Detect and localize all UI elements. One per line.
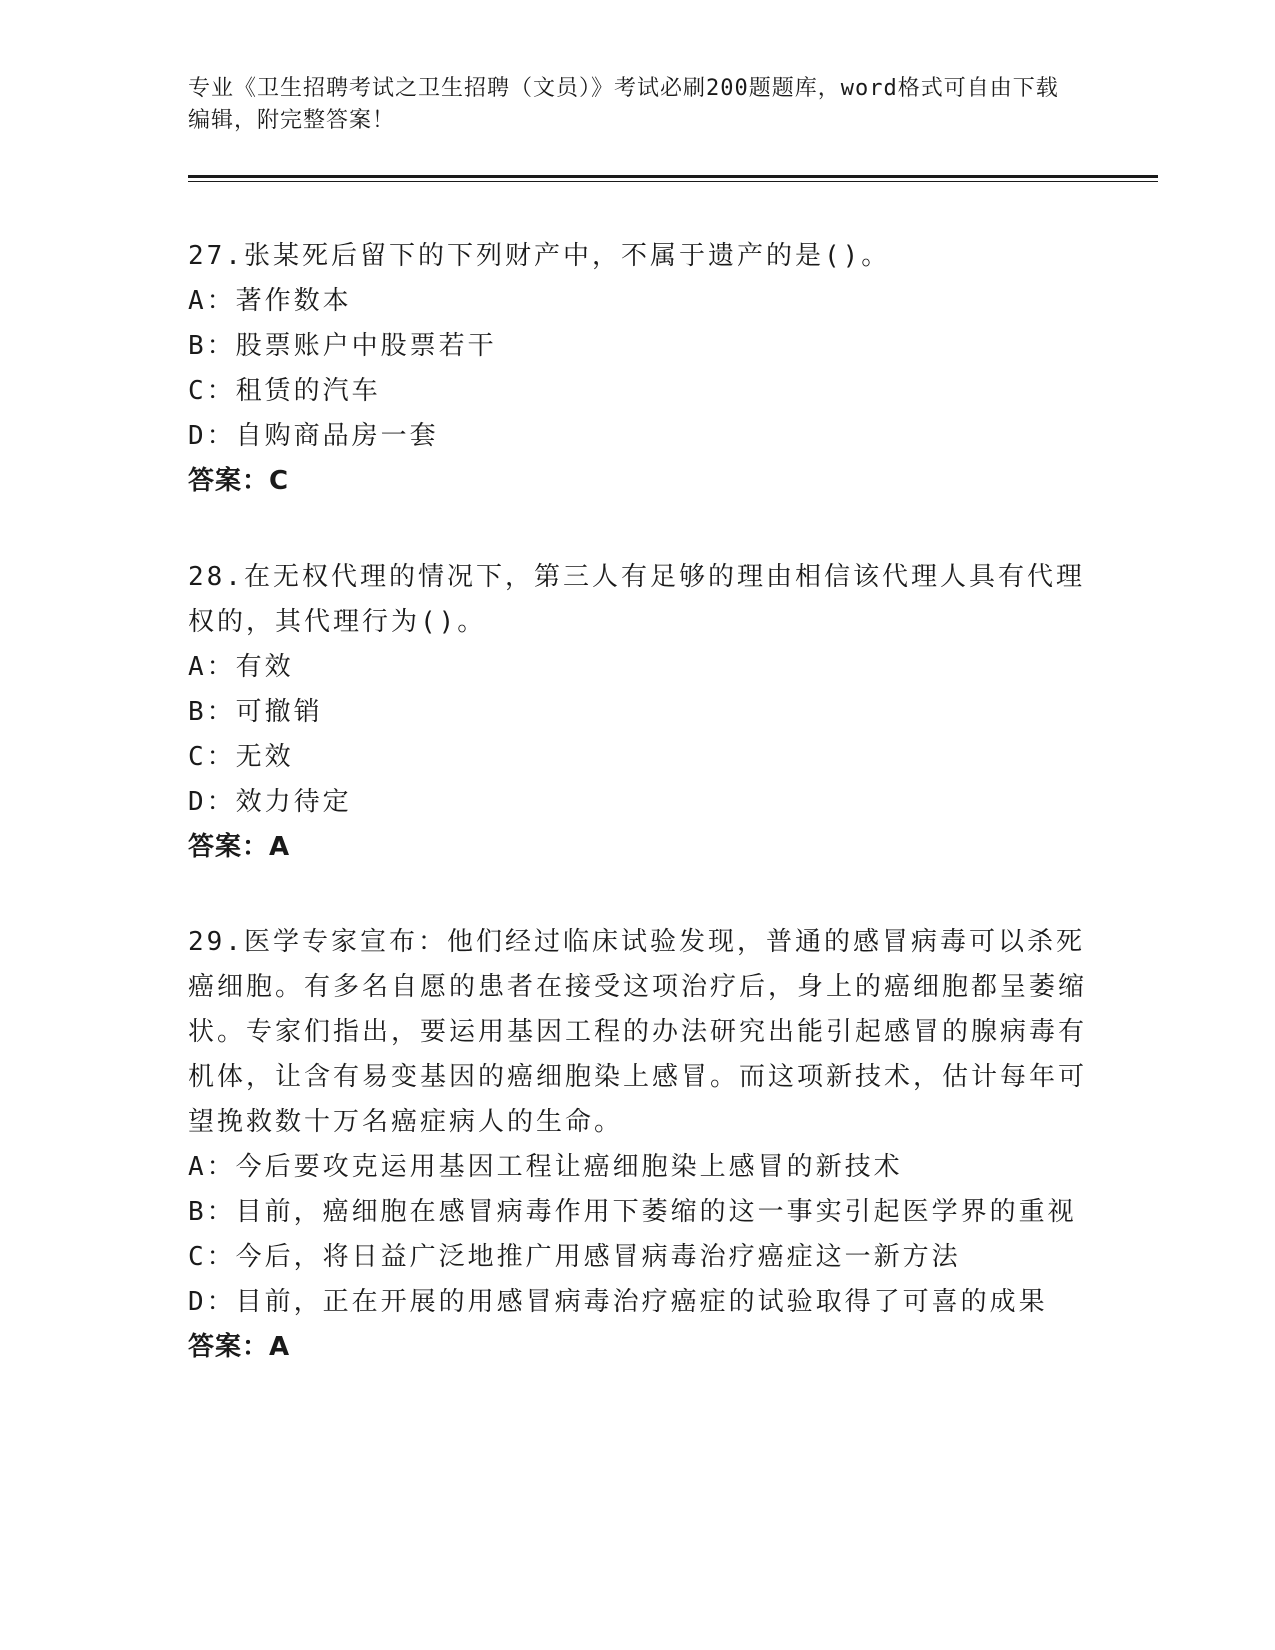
option-b: B：目前，癌细胞在感冒病毒作用下萎缩的这一事实引起医学界的重视: [188, 1197, 1077, 1227]
question-stem: 29.医学专家宣布：他们经过临床试验发现，普通的感冒病毒可以杀死癌细胞。有多名自愿的患者在接受这项治疗后，身上的癌细胞都呈萎缩状。专家们指出，要运用基因工程的办法研究出能引起感冒的腺病毒有机体，让含有易变基因的癌细胞染上感冒。而这项新技术，估计每年可望挽救数十万名癌症病人的生命。: [188, 927, 1088, 1137]
question-27: [188, 234, 1088, 504]
option-c: C：无效: [188, 742, 294, 772]
option-b: B：可撤销: [188, 697, 323, 727]
question-29: [188, 920, 1088, 1370]
answer: 答案：A: [188, 832, 291, 862]
header-divider-thin: [188, 181, 1158, 182]
option-c: C：今后，将日益广泛地推广用感冒病毒治疗癌症这一新方法: [188, 1242, 961, 1272]
question-stem: 28.在无权代理的情况下，第三人有足够的理由相信该代理人具有代理权的，其代理行为()。: [188, 562, 1085, 637]
answer: 答案：A: [188, 1332, 291, 1362]
question-stem: 27.张某死后留下的下列财产中，不属于遗产的是()。: [188, 241, 891, 271]
option-a: A：今后要攻克运用基因工程让癌细胞染上感冒的新技术: [188, 1152, 903, 1182]
header-divider-thick: [188, 175, 1158, 178]
question-28: [188, 555, 1088, 870]
option-d: D：自购商品房一套: [188, 421, 439, 451]
answer: 答案：C: [188, 466, 290, 496]
option-a: A：有效: [188, 652, 294, 682]
option-d: D：效力待定: [188, 787, 352, 817]
option-b: B：股票账户中股票若干: [188, 331, 497, 361]
option-d: D：目前，正在开展的用感冒病毒治疗癌症的试验取得了可喜的成果: [188, 1287, 1048, 1317]
document-header: 专业《卫生招聘考试之卫生招聘（文员）》考试必刷200题题库，word格式可自由下载编辑，附完整答案！: [188, 76, 1059, 133]
option-c: C：租赁的汽车: [188, 376, 381, 406]
option-a: A：著作数本: [188, 286, 352, 316]
